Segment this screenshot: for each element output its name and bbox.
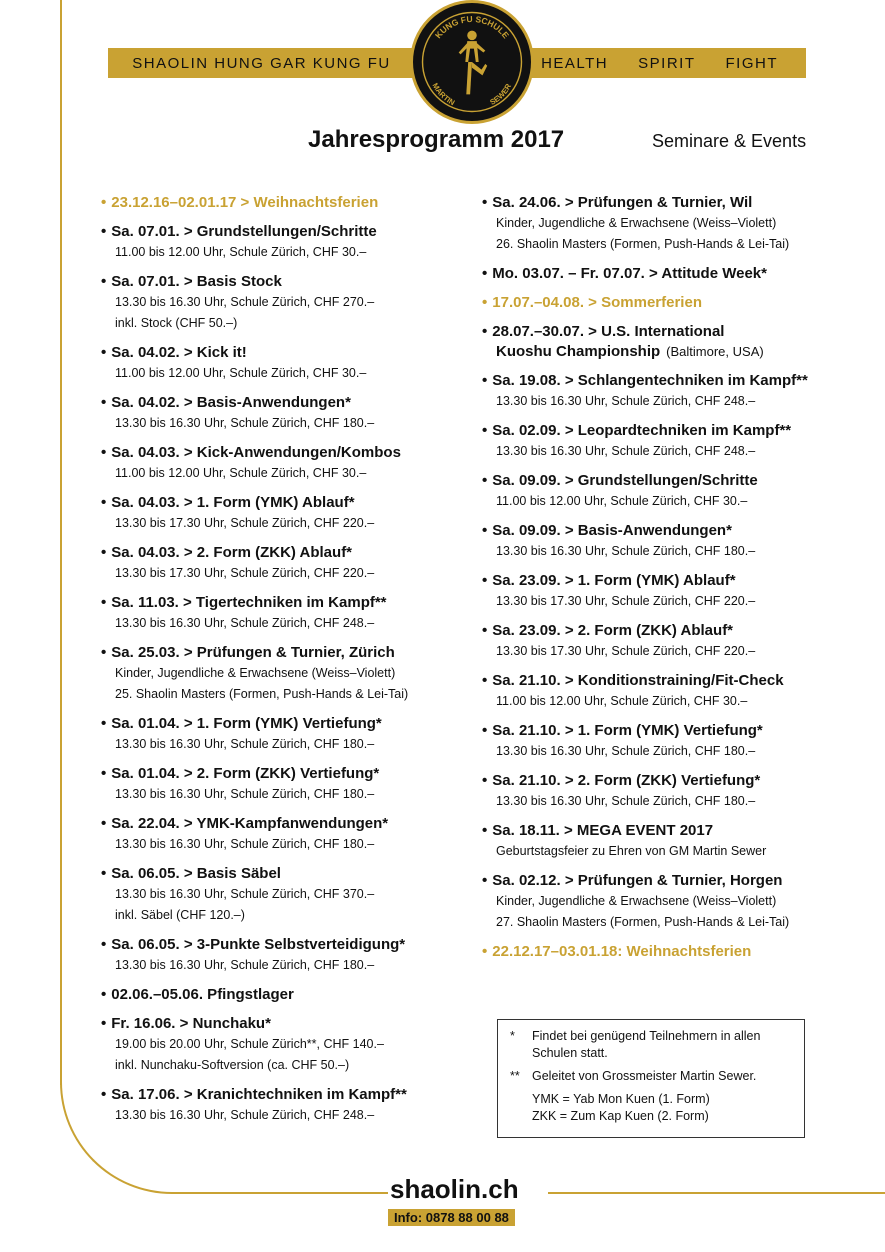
gold-frame-bottom bbox=[198, 1192, 388, 1194]
bullet-icon: • bbox=[101, 444, 107, 461]
event-item bbox=[101, 222, 476, 263]
event-title: Sa. 04.02. > Basis-Anwendungen* bbox=[111, 394, 351, 411]
event-title: Sa. 17.06. > Kranichtechniken im Kampf** bbox=[111, 1086, 407, 1103]
event-item bbox=[101, 272, 476, 334]
event-item bbox=[101, 643, 476, 705]
event-title: 22.12.17–03.01.18: Weihnachtsferien bbox=[492, 943, 752, 960]
event-heading bbox=[482, 821, 857, 841]
event-heading bbox=[101, 985, 476, 1005]
school-logo bbox=[410, 0, 534, 124]
event-detail: 27. Shaolin Masters (Formen, Push-Hands & Lei-Tai) bbox=[496, 915, 790, 929]
bullet-icon: • bbox=[482, 372, 488, 389]
footnote-star: * Findet bei genügend Teilnehmern in allen Schulen statt. bbox=[510, 1029, 761, 1060]
event-detail: 13.30 bis 16.30 Uhr, Schule Zürich, CHF 248.– bbox=[115, 616, 375, 630]
event-title: Sa. 04.03. > 2. Form (ZKK) Ablauf* bbox=[111, 544, 353, 561]
event-title: Mo. 03.07. – Fr. 07.07. > Attitude Week* bbox=[492, 265, 767, 282]
event-title-line2: Kuoshu Championship bbox=[496, 343, 661, 360]
event-heading bbox=[101, 443, 476, 463]
event-item bbox=[482, 264, 857, 284]
event-item bbox=[101, 814, 476, 855]
event-title: Sa. 09.09. > Basis-Anwendungen* bbox=[492, 522, 732, 539]
footnote-box bbox=[497, 1019, 805, 1138]
event-detail: 11.00 bis 12.00 Uhr, Schule Zürich, CHF 30.– bbox=[496, 694, 748, 708]
event-heading bbox=[101, 1085, 476, 1105]
footnote-double-star-text: Geleitet von Grossmeister Martin Sewer. bbox=[532, 1069, 757, 1083]
footnote-double-star: ** Geleitet von Grossmeister Martin Sewer. bbox=[510, 1069, 757, 1083]
bullet-icon: • bbox=[482, 872, 488, 889]
bullet-icon: • bbox=[101, 715, 107, 732]
event-detail: 13.30 bis 16.30 Uhr, Schule Zürich, CHF 180.– bbox=[115, 416, 375, 430]
event-detail: 13.30 bis 16.30 Uhr, Schule Zürich, CHF 180.– bbox=[496, 744, 756, 758]
bullet-icon: • bbox=[482, 265, 488, 282]
event-heading bbox=[482, 264, 857, 284]
event-heading bbox=[482, 771, 857, 791]
bullet-icon: • bbox=[101, 815, 107, 832]
event-detail: 13.30 bis 16.30 Uhr, Schule Zürich, CHF 180.– bbox=[496, 794, 756, 808]
event-item bbox=[482, 571, 857, 612]
banner-word-health: HEALTH bbox=[541, 54, 609, 72]
event-detail: 13.30 bis 16.30 Uhr, Schule Zürich, CHF 180.– bbox=[115, 737, 375, 751]
event-item bbox=[482, 371, 857, 412]
event-title: Fr. 16.06. > Nunchaku* bbox=[111, 1015, 271, 1032]
event-detail: 13.30 bis 16.30 Uhr, Schule Zürich, CHF 248.– bbox=[496, 444, 756, 458]
event-title: Sa. 04.03. > 1. Form (YMK) Ablauf* bbox=[111, 494, 355, 511]
event-heading bbox=[482, 322, 857, 342]
event-heading bbox=[101, 643, 476, 663]
bullet-icon: • bbox=[101, 194, 107, 211]
event-detail: 11.00 bis 12.00 Uhr, Schule Zürich, CHF 30.– bbox=[115, 466, 367, 480]
footnote-star-line1: Findet bei genügend Teilnehmern in allen bbox=[532, 1029, 761, 1043]
event-detail: 13.30 bis 16.30 Uhr, Schule Zürich, CHF 370.– bbox=[115, 887, 375, 901]
event-title: Sa. 01.04. > 1. Form (YMK) Vertiefung* bbox=[111, 715, 382, 732]
event-detail: inkl. Säbel (CHF 120.–) bbox=[115, 908, 245, 922]
event-heading bbox=[101, 543, 476, 563]
event-item bbox=[482, 771, 857, 812]
bullet-icon: • bbox=[482, 822, 488, 839]
event-note: (Baltimore, USA) bbox=[666, 344, 764, 359]
bullet-icon: • bbox=[101, 765, 107, 782]
event-item bbox=[101, 864, 476, 926]
banner-left bbox=[108, 48, 415, 78]
logo-text-bottom-right: SEWER bbox=[488, 82, 514, 107]
banner-right bbox=[528, 48, 806, 78]
logo-text-bottom-left: MARTIN bbox=[430, 81, 457, 108]
bullet-icon: • bbox=[482, 472, 488, 489]
event-heading bbox=[101, 1014, 476, 1034]
bullet-icon: • bbox=[482, 323, 488, 340]
bullet-icon: • bbox=[101, 1015, 107, 1032]
bullet-icon: • bbox=[482, 722, 488, 739]
event-item bbox=[101, 764, 476, 805]
event-title: Sa. 21.10. > 1. Form (YMK) Vertiefung* bbox=[492, 722, 763, 739]
event-detail: 11.00 bis 12.00 Uhr, Schule Zürich, CHF 30.– bbox=[496, 494, 748, 508]
event-title: Sa. 09.09. > Grundstellungen/Schritte bbox=[492, 472, 758, 489]
event-detail: Kinder, Jugendliche & Erwachsene (Weiss–Violett) bbox=[115, 666, 396, 680]
event-detail: 25. Shaolin Masters (Formen, Push-Hands & Lei-Tai) bbox=[115, 687, 409, 701]
event-item bbox=[482, 671, 857, 712]
event-heading bbox=[101, 764, 476, 784]
event-detail: 19.00 bis 20.00 Uhr, Schule Zürich**, CHF 140.– bbox=[115, 1037, 384, 1051]
event-heading bbox=[101, 714, 476, 734]
bullet-icon: • bbox=[101, 494, 107, 511]
event-title: 02.06.–05.06. Pfingstlager bbox=[111, 986, 294, 1003]
bullet-icon: • bbox=[101, 594, 107, 611]
event-title: Sa. 04.02. > Kick it! bbox=[111, 344, 247, 361]
event-item bbox=[101, 714, 476, 755]
event-item bbox=[482, 521, 857, 562]
logo-emblem-icon bbox=[413, 3, 531, 121]
event-item bbox=[101, 493, 476, 534]
event-title: Sa. 07.01. > Grundstellungen/Schritte bbox=[111, 223, 377, 240]
event-item bbox=[101, 543, 476, 584]
event-title: Sa. 24.06. > Prüfungen & Turnier, Wil bbox=[492, 194, 753, 211]
footnote-star-line2: Schulen statt. bbox=[532, 1046, 608, 1060]
event-heading bbox=[482, 293, 857, 313]
logo-text-top: KUNG FU SCHULE bbox=[432, 13, 512, 41]
event-heading bbox=[101, 814, 476, 834]
event-title: Sa. 04.03. > Kick-Anwendungen/Kombos bbox=[111, 444, 401, 461]
gold-frame-bottom-right bbox=[548, 1192, 885, 1194]
event-item bbox=[101, 443, 476, 484]
info-phone: Info: 0878 88 00 88 bbox=[388, 1209, 515, 1226]
events-right-column bbox=[482, 193, 857, 971]
event-heading bbox=[101, 343, 476, 363]
event-title: 23.12.16–02.01.17 > Weihnachtsferien bbox=[111, 194, 379, 211]
event-heading bbox=[482, 371, 857, 391]
event-detail: 11.00 bis 12.00 Uhr, Schule Zürich, CHF 30.– bbox=[115, 245, 367, 259]
event-detail: Kinder, Jugendliche & Erwachsene (Weiss–Violett) bbox=[496, 216, 777, 230]
bullet-icon: • bbox=[101, 273, 107, 290]
event-item bbox=[101, 393, 476, 434]
event-heading bbox=[482, 471, 857, 491]
events-left-column bbox=[101, 193, 476, 1135]
event-detail: 13.30 bis 17.30 Uhr, Schule Zürich, CHF 220.– bbox=[496, 644, 756, 658]
banner-word-fight: FIGHT bbox=[725, 54, 778, 72]
bullet-icon: • bbox=[482, 422, 488, 439]
event-heading bbox=[101, 393, 476, 413]
event-title: Sa. 22.04. > YMK-Kampfanwendungen* bbox=[111, 815, 389, 832]
event-detail: Kinder, Jugendliche & Erwachsene (Weiss–Violett) bbox=[496, 894, 777, 908]
event-item bbox=[482, 193, 857, 255]
event-detail: inkl. Stock (CHF 50.–) bbox=[115, 316, 238, 330]
event-item bbox=[101, 593, 476, 634]
event-detail: 13.30 bis 16.30 Uhr, Schule Zürich, CHF 180.– bbox=[115, 787, 375, 801]
event-title: Sa. 02.12. > Prüfungen & Turnier, Horgen bbox=[492, 872, 783, 889]
event-heading bbox=[101, 222, 476, 242]
bullet-icon: • bbox=[101, 865, 107, 882]
event-heading bbox=[101, 193, 476, 213]
event-detail: 13.30 bis 17.30 Uhr, Schule Zürich, CHF 220.– bbox=[115, 516, 375, 530]
event-title: Sa. 25.03. > Prüfungen & Turnier, Zürich bbox=[111, 644, 395, 661]
event-title: Sa. 21.10. > 2. Form (ZKK) Vertiefung* bbox=[492, 772, 761, 789]
website-link[interactable]: shaolin.ch bbox=[390, 1174, 519, 1204]
bullet-icon: • bbox=[101, 986, 107, 1003]
event-heading-continued bbox=[482, 342, 857, 362]
event-heading bbox=[482, 871, 857, 891]
event-detail: 13.30 bis 17.30 Uhr, Schule Zürich, CHF 220.– bbox=[115, 566, 375, 580]
event-item bbox=[101, 1014, 476, 1076]
event-item bbox=[101, 343, 476, 384]
event-item bbox=[482, 721, 857, 762]
event-title: 17.07.–04.08. > Sommerferien bbox=[492, 294, 702, 311]
event-detail: inkl. Nunchaku-Softversion (ca. CHF 50.–) bbox=[115, 1058, 350, 1072]
event-detail: 13.30 bis 16.30 Uhr, Schule Zürich, CHF 248.– bbox=[115, 1108, 375, 1122]
event-title: Sa. 02.09. > Leopardtechniken im Kampf** bbox=[492, 422, 792, 439]
event-heading bbox=[482, 621, 857, 641]
event-item bbox=[482, 871, 857, 933]
footnote-ymk: YMK = Yab Mon Kuen (1. Form) bbox=[532, 1092, 710, 1106]
event-item bbox=[482, 821, 857, 862]
event-item bbox=[482, 322, 857, 362]
event-item bbox=[482, 293, 857, 313]
footnote-zkk: ZKK = Zum Kap Kuen (2. Form) bbox=[532, 1109, 709, 1123]
gold-frame-line bbox=[60, 0, 62, 1085]
bullet-icon: • bbox=[482, 943, 488, 960]
event-heading bbox=[101, 864, 476, 884]
event-title: Sa. 06.05. > 3-Punkte Selbstverteidigung* bbox=[111, 936, 406, 953]
event-heading bbox=[482, 521, 857, 541]
banner-word-spirit: SPIRIT bbox=[638, 54, 696, 72]
bullet-icon: • bbox=[482, 194, 488, 211]
bullet-icon: • bbox=[482, 672, 488, 689]
event-title: Sa. 06.05. > Basis Säbel bbox=[111, 865, 281, 882]
event-heading bbox=[482, 942, 857, 962]
bullet-icon: • bbox=[101, 394, 107, 411]
event-heading bbox=[101, 272, 476, 292]
event-item bbox=[482, 471, 857, 512]
page-title: Jahresprogramm 2017 bbox=[308, 126, 565, 153]
event-title: 28.07.–30.07. > U.S. International bbox=[492, 323, 725, 340]
event-title: Sa. 23.09. > 2. Form (ZKK) Ablauf* bbox=[492, 622, 734, 639]
event-detail: 13.30 bis 16.30 Uhr, Schule Zürich, CHF 180.– bbox=[115, 958, 375, 972]
event-item bbox=[482, 421, 857, 462]
bullet-icon: • bbox=[482, 522, 488, 539]
bullet-icon: • bbox=[101, 344, 107, 361]
event-title: Sa. 18.11. > MEGA EVENT 2017 bbox=[492, 822, 714, 839]
event-detail: 26. Shaolin Masters (Formen, Push-Hands & Lei-Tai) bbox=[496, 237, 790, 251]
page-subtitle: Seminare & Events bbox=[652, 131, 807, 151]
event-heading bbox=[482, 421, 857, 441]
banner-left-text: SHAOLIN HUNG GAR KUNG FU bbox=[132, 54, 391, 72]
bullet-icon: • bbox=[482, 772, 488, 789]
event-item bbox=[482, 942, 857, 962]
event-detail: 11.00 bis 12.00 Uhr, Schule Zürich, CHF 30.– bbox=[115, 366, 367, 380]
event-item bbox=[101, 935, 476, 976]
event-title: Sa. 21.10. > Konditionstraining/Fit-Check bbox=[492, 672, 784, 689]
bullet-icon: • bbox=[101, 544, 107, 561]
event-item bbox=[482, 621, 857, 662]
event-heading bbox=[101, 935, 476, 955]
event-heading bbox=[482, 671, 857, 691]
event-detail: 13.30 bis 16.30 Uhr, Schule Zürich, CHF 248.– bbox=[496, 394, 756, 408]
bullet-icon: • bbox=[482, 294, 488, 311]
bullet-icon: • bbox=[482, 572, 488, 589]
event-heading bbox=[482, 571, 857, 591]
event-heading bbox=[101, 493, 476, 513]
event-title: Sa. 23.09. > 1. Form (YMK) Ablauf* bbox=[492, 572, 736, 589]
event-detail: Geburtstagsfeier zu Ehren von GM Martin Sewer bbox=[496, 844, 767, 858]
event-detail: 13.30 bis 16.30 Uhr, Schule Zürich, CHF 180.– bbox=[115, 837, 375, 851]
event-detail: 13.30 bis 16.30 Uhr, Schule Zürich, CHF 270.– bbox=[115, 295, 375, 309]
bullet-icon: • bbox=[101, 936, 107, 953]
event-detail: 13.30 bis 16.30 Uhr, Schule Zürich, CHF 180.– bbox=[496, 544, 756, 558]
event-title: Sa. 11.03. > Tigertechniken im Kampf** bbox=[111, 594, 387, 611]
event-title: Sa. 19.08. > Schlangentechniken im Kampf** bbox=[492, 372, 808, 389]
event-detail: 13.30 bis 17.30 Uhr, Schule Zürich, CHF 220.– bbox=[496, 594, 756, 608]
event-heading bbox=[482, 193, 857, 213]
event-heading bbox=[482, 721, 857, 741]
event-title: Sa. 07.01. > Basis Stock bbox=[111, 273, 282, 290]
bullet-icon: • bbox=[101, 1086, 107, 1103]
bullet-icon: • bbox=[482, 622, 488, 639]
bullet-icon: • bbox=[101, 644, 107, 661]
event-title: Sa. 01.04. > 2. Form (ZKK) Vertiefung* bbox=[111, 765, 380, 782]
event-heading bbox=[101, 593, 476, 613]
event-item bbox=[101, 985, 476, 1005]
event-item bbox=[101, 193, 476, 213]
bullet-icon: • bbox=[101, 223, 107, 240]
event-item bbox=[101, 1085, 476, 1126]
